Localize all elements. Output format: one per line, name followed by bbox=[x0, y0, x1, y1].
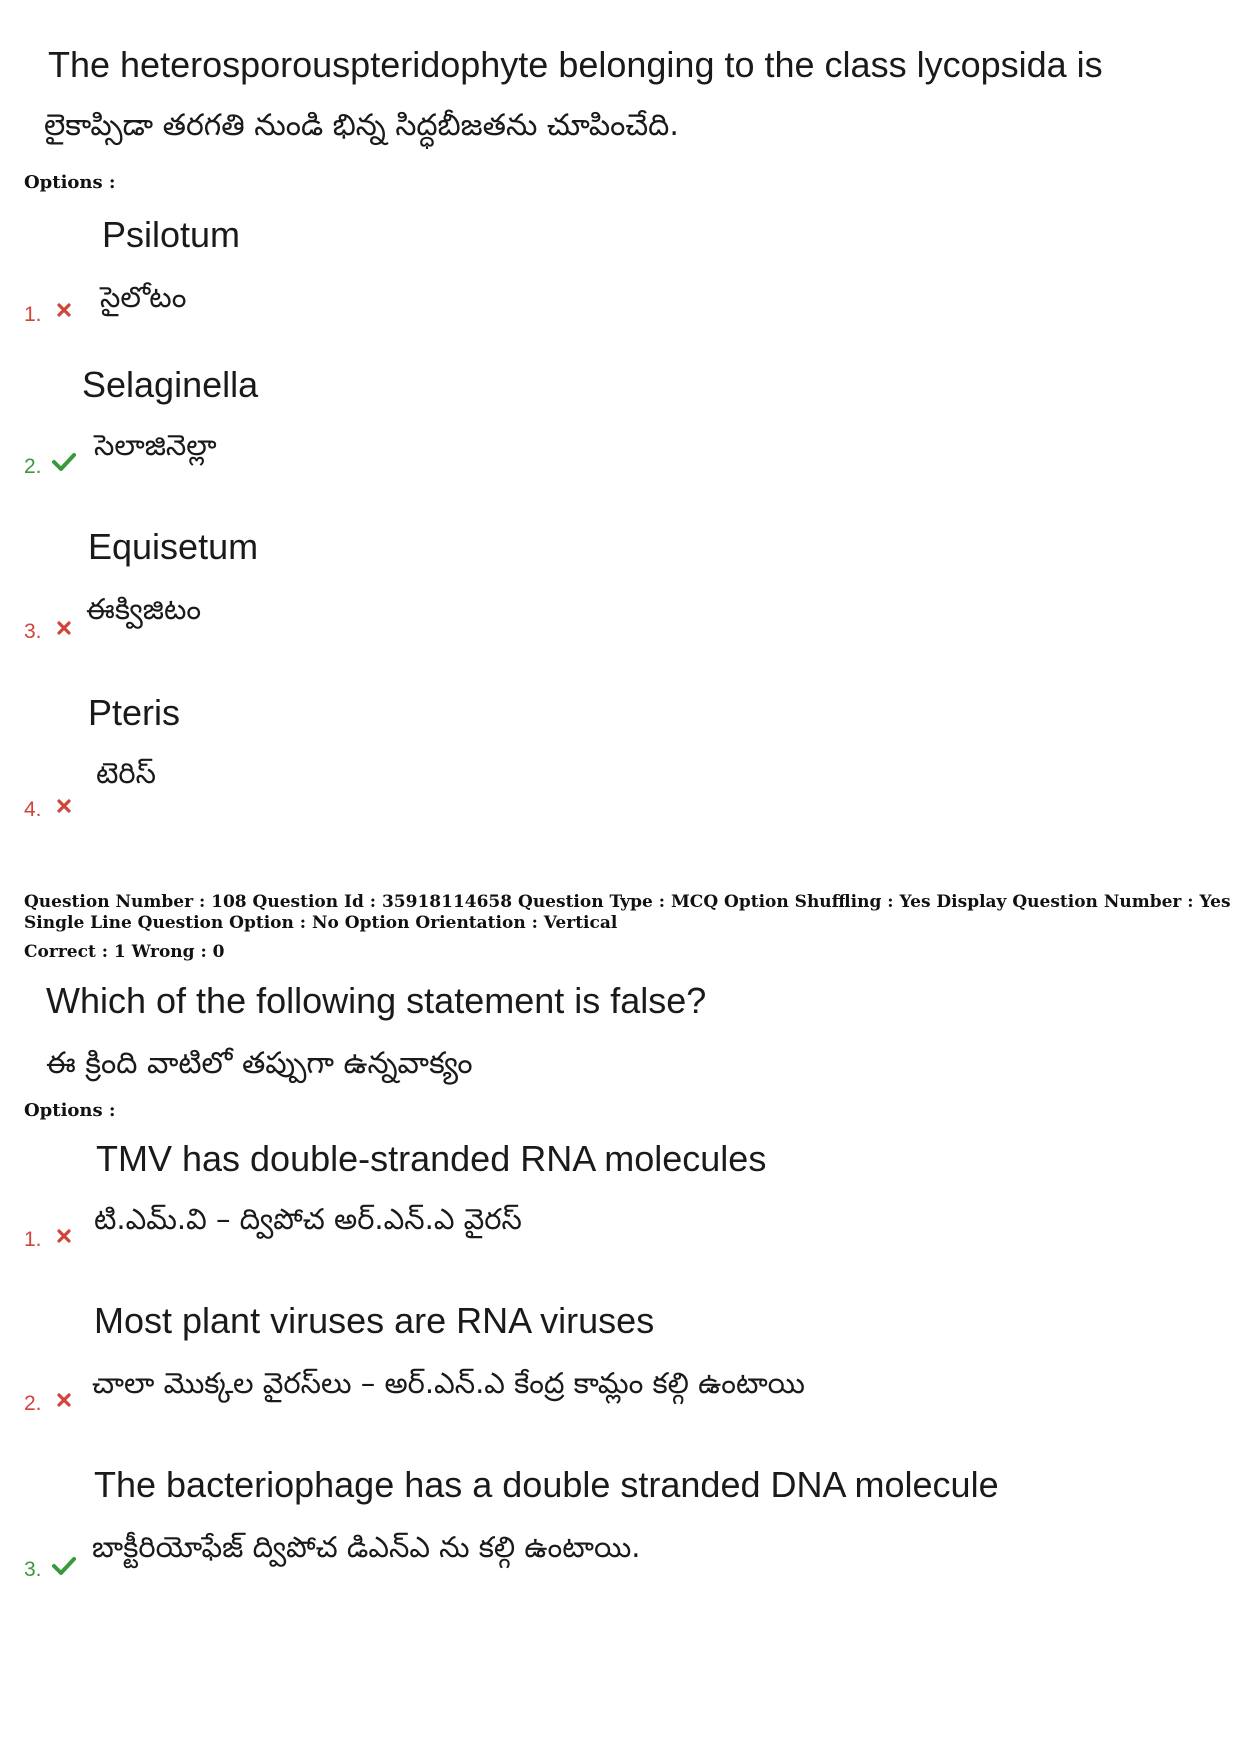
question-text-te: ఈ క్రింది వాటిలో తప్పుగా ఉన్నవాక్యం bbox=[46, 1046, 473, 1081]
option-number: 1. bbox=[24, 1228, 42, 1251]
option-number: 2. bbox=[24, 455, 42, 478]
option-number: 2. bbox=[24, 1392, 42, 1415]
cross-icon bbox=[56, 798, 72, 814]
option-text-en: TMV has double-stranded RNA molecules bbox=[96, 1138, 767, 1179]
option-number: 3. bbox=[24, 1558, 42, 1581]
option-text-en: The bacteriophage has a double stranded DNA molecule bbox=[94, 1464, 999, 1505]
option-text-en: Selaginella bbox=[82, 364, 259, 405]
option-number: 4. bbox=[24, 798, 42, 821]
question-text-en: Which of the following statement is false? bbox=[46, 980, 707, 1021]
check-icon bbox=[52, 1556, 76, 1576]
option-number: 3. bbox=[24, 620, 42, 643]
options-label: Options : bbox=[24, 172, 116, 193]
option-text-te: టెరిస్ bbox=[96, 756, 156, 790]
option-text-en: Most plant viruses are RNA viruses bbox=[94, 1300, 655, 1341]
option-text-te: టి.ఎమ్.వి – ద్విపోచ అర్.ఎన్.ఎ వైరస్ bbox=[94, 1202, 522, 1236]
cross-icon bbox=[56, 1392, 72, 1408]
option-text-te: బాక్టీరియోఫేజ్ ద్విపోచ డిఎన్ఎ ను కల్గి ఉంటాయి. bbox=[92, 1530, 641, 1564]
option-text-te: ఈక్విజిటం bbox=[86, 592, 202, 626]
option-text-en: Pteris bbox=[88, 692, 181, 733]
marks-info: Correct : 1 Wrong : 0 bbox=[24, 942, 225, 962]
question-meta-line: Question Number : 108 Question Id : 35918114658 Question Type : MCQ Option Shuffling : Yes Display Question Number : Yes bbox=[24, 892, 1231, 912]
option-text-te: సైలోటం bbox=[100, 280, 187, 314]
cross-icon bbox=[56, 1228, 72, 1244]
option-text-en: Psilotum bbox=[102, 214, 241, 255]
check-icon bbox=[52, 452, 76, 472]
question-text-te: లైకాప్సిడా తరగతి నుండి భిన్న సిద్ధబీజతను చూపించేది. bbox=[44, 108, 679, 143]
cross-icon bbox=[56, 302, 72, 318]
option-text-te: చాలా మొక్కల వైరస్‌లు – అర్.ఎన్.ఎ కేంద్ర కామ్లం కల్గి ఉంటాయి bbox=[92, 1366, 805, 1400]
question-meta-line: Single Line Question Option : No Option Orientation : Vertical bbox=[24, 913, 618, 933]
question-text-en: The heterosporouspteridophyte belonging to the class lycopsida is bbox=[48, 44, 1103, 85]
option-text-te: సెలాజినెల్లా bbox=[94, 428, 217, 462]
cross-icon bbox=[56, 620, 72, 636]
options-label: Options : bbox=[24, 1100, 116, 1121]
option-text-en: Equisetum bbox=[88, 526, 259, 567]
option-number: 1. bbox=[24, 303, 42, 326]
